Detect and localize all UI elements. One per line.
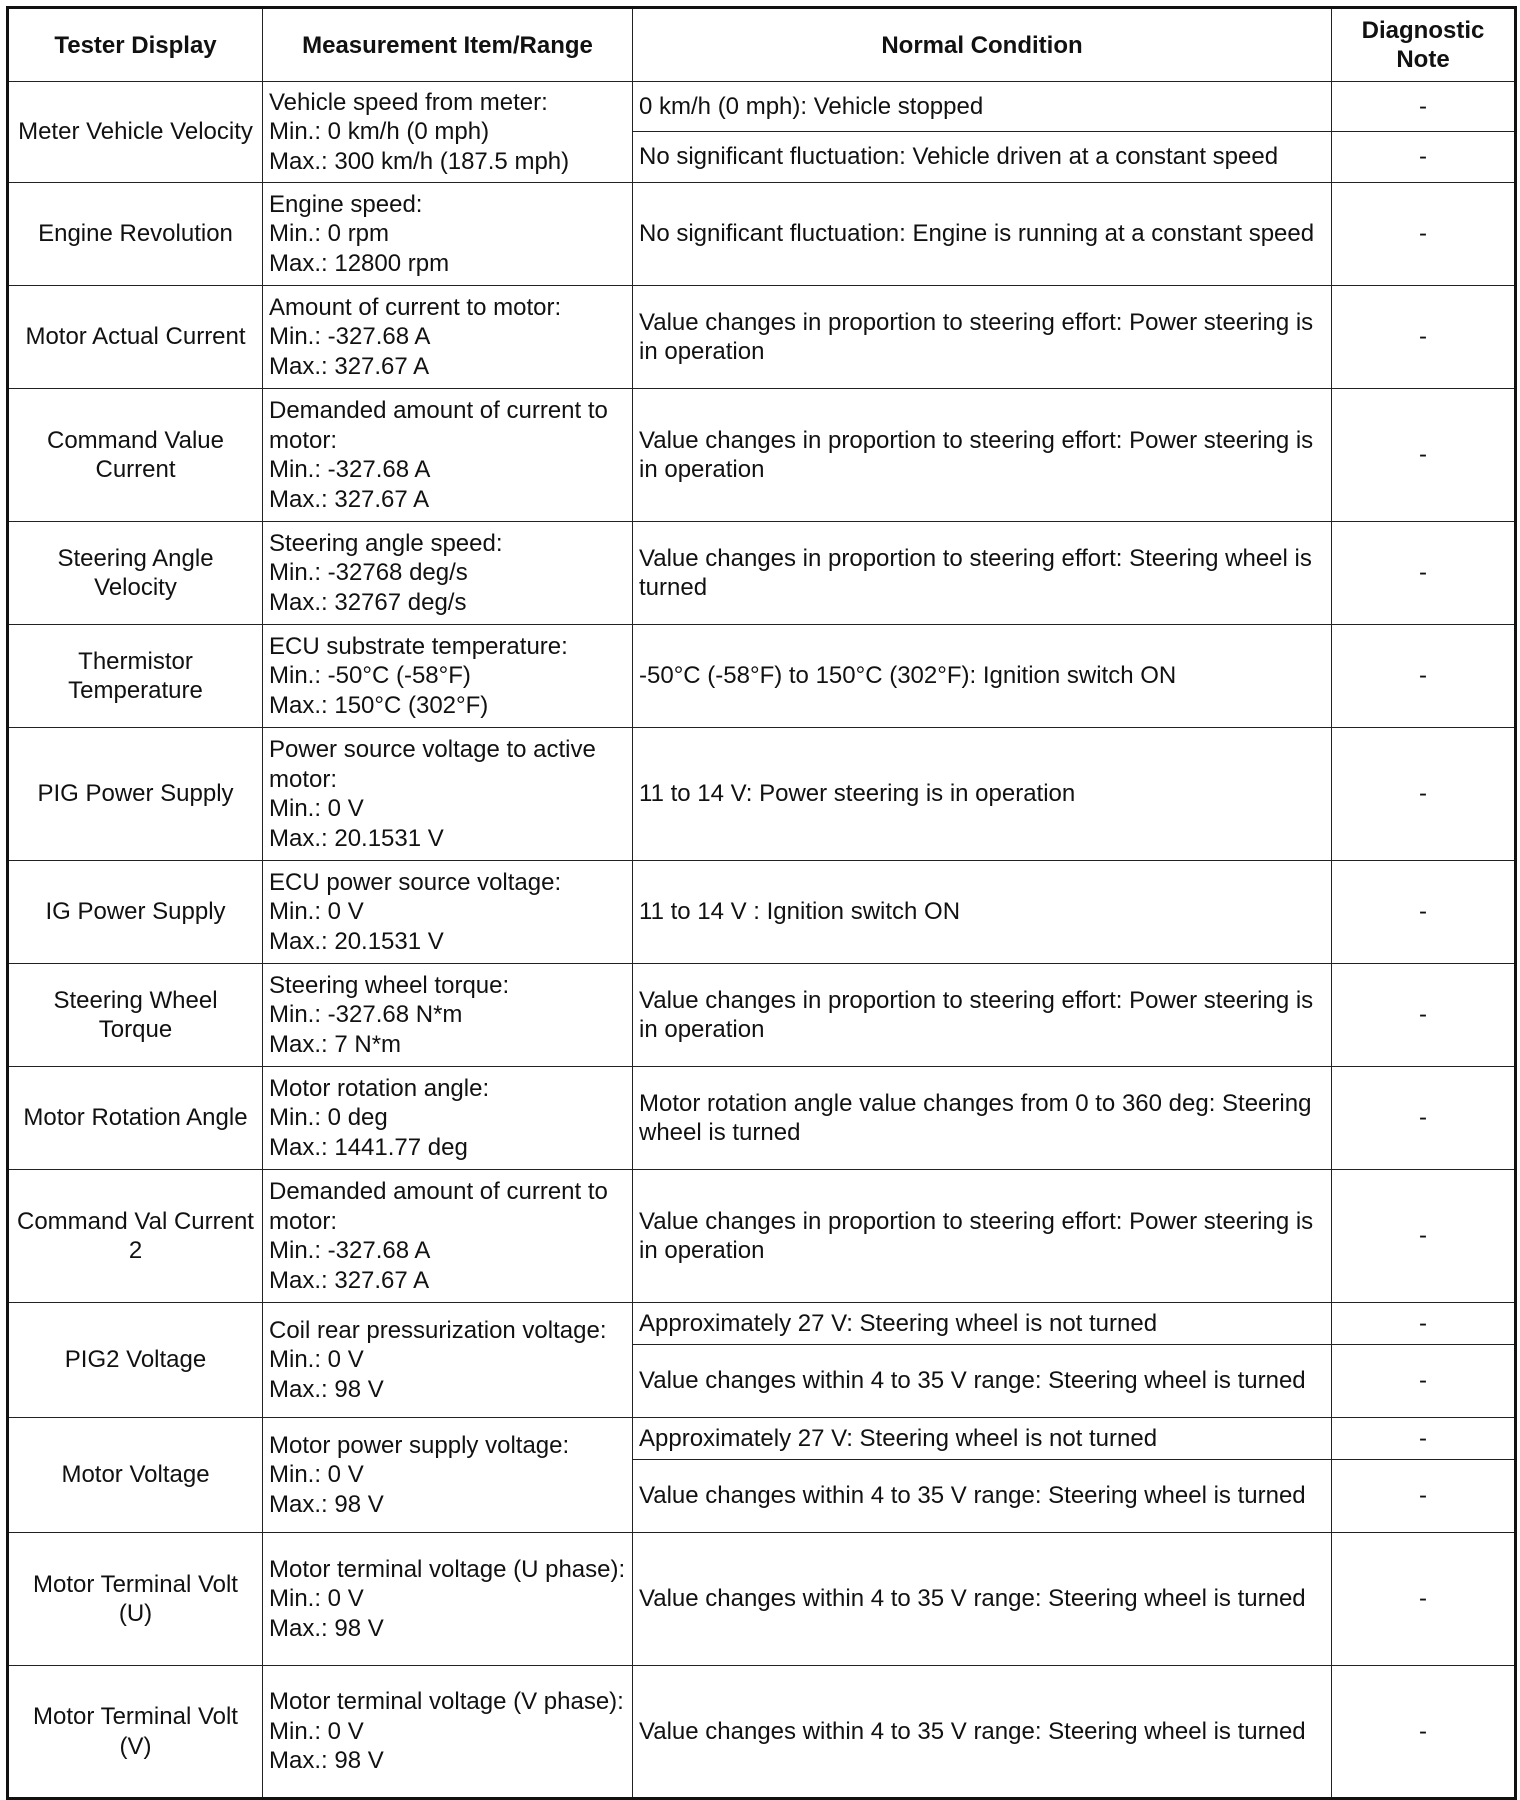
tester-display-cell: Motor Terminal Volt (V): [8, 1666, 263, 1799]
measurement-item-cell: ECU power source voltage: Min.: 0 V Max.: 20.1531 V: [263, 861, 633, 964]
measurement-item-cell: Power source voltage to active motor: Min.: 0 V Max.: 20.1531 V: [263, 728, 633, 861]
table-row: [8, 728, 1516, 861]
table-row: [8, 1303, 1516, 1345]
header-normal-condition: Normal Condition: [633, 8, 1332, 82]
normal-condition-cell: Value changes in proportion to steering effort: Power steering is in operation: [633, 964, 1332, 1067]
table-row: [8, 522, 1516, 625]
normal-condition-cell: Value changes in proportion to steering effort: Power steering is in operation: [633, 286, 1332, 389]
table-row: [8, 1067, 1516, 1170]
measurement-item-cell: ECU substrate temperature: Min.: -50°C (-58°F) Max.: 150°C (302°F): [263, 625, 633, 728]
normal-condition-cell: Value changes within 4 to 35 V range: Steering wheel is turned: [633, 1666, 1332, 1799]
normal-condition-cell: 11 to 14 V : Ignition switch ON: [633, 861, 1332, 964]
header-tester-display: Tester Display: [8, 8, 263, 82]
measurement-item-cell: Steering angle speed: Min.: -32768 deg/s Max.: 32767 deg/s: [263, 522, 633, 625]
table-row: [8, 861, 1516, 964]
diagnostic-note-cell: -: [1332, 522, 1516, 625]
diagnostic-note-cell: -: [1332, 132, 1516, 183]
diagnostic-note-cell: -: [1332, 728, 1516, 861]
tester-display-cell: PIG Power Supply: [8, 728, 263, 861]
diagnostic-note-cell: -: [1332, 625, 1516, 728]
table-row: [8, 82, 1516, 132]
normal-condition-cell: Value changes within 4 to 35 V range: Steering wheel is turned: [633, 1533, 1332, 1666]
data-list-table: [6, 6, 1517, 1800]
tester-display-cell: Motor Terminal Volt (U): [8, 1533, 263, 1666]
tester-display-cell: Steering Wheel Torque: [8, 964, 263, 1067]
normal-condition-cell: Approximately 27 V: Steering wheel is not turned: [633, 1303, 1332, 1345]
normal-condition-cell: Value changes within 4 to 35 V range: Steering wheel is turned: [633, 1460, 1332, 1533]
header-measurement-item: Measurement Item/Range: [263, 8, 633, 82]
tester-display-cell: Command Val Current 2: [8, 1170, 263, 1303]
tester-display-cell: PIG2 Voltage: [8, 1303, 263, 1418]
normal-condition-cell: Value changes in proportion to steering effort: Power steering is in operation: [633, 1170, 1332, 1303]
diagnostic-note-cell: -: [1332, 1067, 1516, 1170]
diagnostic-note-cell: -: [1332, 1533, 1516, 1666]
tester-display-cell: Command Value Current: [8, 389, 263, 522]
diagnostic-note-cell: -: [1332, 861, 1516, 964]
table-row: [8, 286, 1516, 389]
measurement-item-cell: Amount of current to motor: Min.: -327.68 A Max.: 327.67 A: [263, 286, 633, 389]
measurement-item-cell: Coil rear pressurization voltage: Min.: 0 V Max.: 98 V: [263, 1303, 633, 1418]
normal-condition-cell: -50°C (-58°F) to 150°C (302°F): Ignition switch ON: [633, 625, 1332, 728]
tester-display-cell: Motor Voltage: [8, 1418, 263, 1533]
diagnostic-note-cell: -: [1332, 183, 1516, 286]
diagnostic-note-cell: -: [1332, 286, 1516, 389]
tester-display-cell: Steering Angle Velocity: [8, 522, 263, 625]
tester-display-cell: Motor Rotation Angle: [8, 1067, 263, 1170]
diagnostic-note-cell: -: [1332, 1460, 1516, 1533]
measurement-item-cell: Motor terminal voltage (U phase): Min.: 0 V Max.: 98 V: [263, 1533, 633, 1666]
tester-display-cell: Thermistor Temperature: [8, 625, 263, 728]
normal-condition-cell: Approximately 27 V: Steering wheel is not turned: [633, 1418, 1332, 1460]
measurement-item-cell: Engine speed: Min.: 0 rpm Max.: 12800 rpm: [263, 183, 633, 286]
normal-condition-cell: Motor rotation angle value changes from 0 to 360 deg: Steering wheel is turned: [633, 1067, 1332, 1170]
measurement-item-cell: Demanded amount of current to motor: Min.: -327.68 A Max.: 327.67 A: [263, 389, 633, 522]
measurement-item-cell: Motor power supply voltage: Min.: 0 V Max.: 98 V: [263, 1418, 633, 1533]
table-row: [8, 1533, 1516, 1666]
table-row: [8, 1170, 1516, 1303]
table-row: [8, 625, 1516, 728]
table-row: [8, 183, 1516, 286]
measurement-item-cell: Steering wheel torque: Min.: -327.68 N*m Max.: 7 N*m: [263, 964, 633, 1067]
tester-display-cell: Motor Actual Current: [8, 286, 263, 389]
normal-condition-cell: Value changes in proportion to steering effort: Power steering is in operation: [633, 389, 1332, 522]
diagnostic-note-cell: -: [1332, 1303, 1516, 1345]
diagnostic-note-cell: -: [1332, 1345, 1516, 1418]
diagnostic-note-cell: -: [1332, 82, 1516, 132]
tester-display-cell: IG Power Supply: [8, 861, 263, 964]
header-row: [8, 8, 1516, 82]
header-diagnostic-note: Diagnostic Note: [1332, 8, 1516, 82]
measurement-item-cell: Motor rotation angle: Min.: 0 deg Max.: 1441.77 deg: [263, 1067, 633, 1170]
normal-condition-cell: 0 km/h (0 mph): Vehicle stopped: [633, 82, 1332, 132]
normal-condition-cell: No significant fluctuation: Engine is running at a constant speed: [633, 183, 1332, 286]
diagnostic-note-cell: -: [1332, 964, 1516, 1067]
diagnostic-note-cell: -: [1332, 1170, 1516, 1303]
table-row: [8, 389, 1516, 522]
measurement-item-cell: Motor terminal voltage (V phase): Min.: 0 V Max.: 98 V: [263, 1666, 633, 1799]
measurement-item-cell: Vehicle speed from meter: Min.: 0 km/h (0 mph) Max.: 300 km/h (187.5 mph): [263, 82, 633, 183]
tester-display-cell: Engine Revolution: [8, 183, 263, 286]
diagnostic-note-cell: -: [1332, 389, 1516, 522]
normal-condition-cell: Value changes within 4 to 35 V range: Steering wheel is turned: [633, 1345, 1332, 1418]
table-row: [8, 1666, 1516, 1799]
normal-condition-cell: Value changes in proportion to steering effort: Steering wheel is turned: [633, 522, 1332, 625]
table-row: [8, 1418, 1516, 1460]
diagnostic-note-cell: -: [1332, 1418, 1516, 1460]
measurement-item-cell: Demanded amount of current to motor: Min.: -327.68 A Max.: 327.67 A: [263, 1170, 633, 1303]
diagnostic-note-cell: -: [1332, 1666, 1516, 1799]
table-row: [8, 964, 1516, 1067]
normal-condition-cell: No significant fluctuation: Vehicle driven at a constant speed: [633, 132, 1332, 183]
normal-condition-cell: 11 to 14 V: Power steering is in operation: [633, 728, 1332, 861]
tester-display-cell: Meter Vehicle Velocity: [8, 82, 263, 183]
